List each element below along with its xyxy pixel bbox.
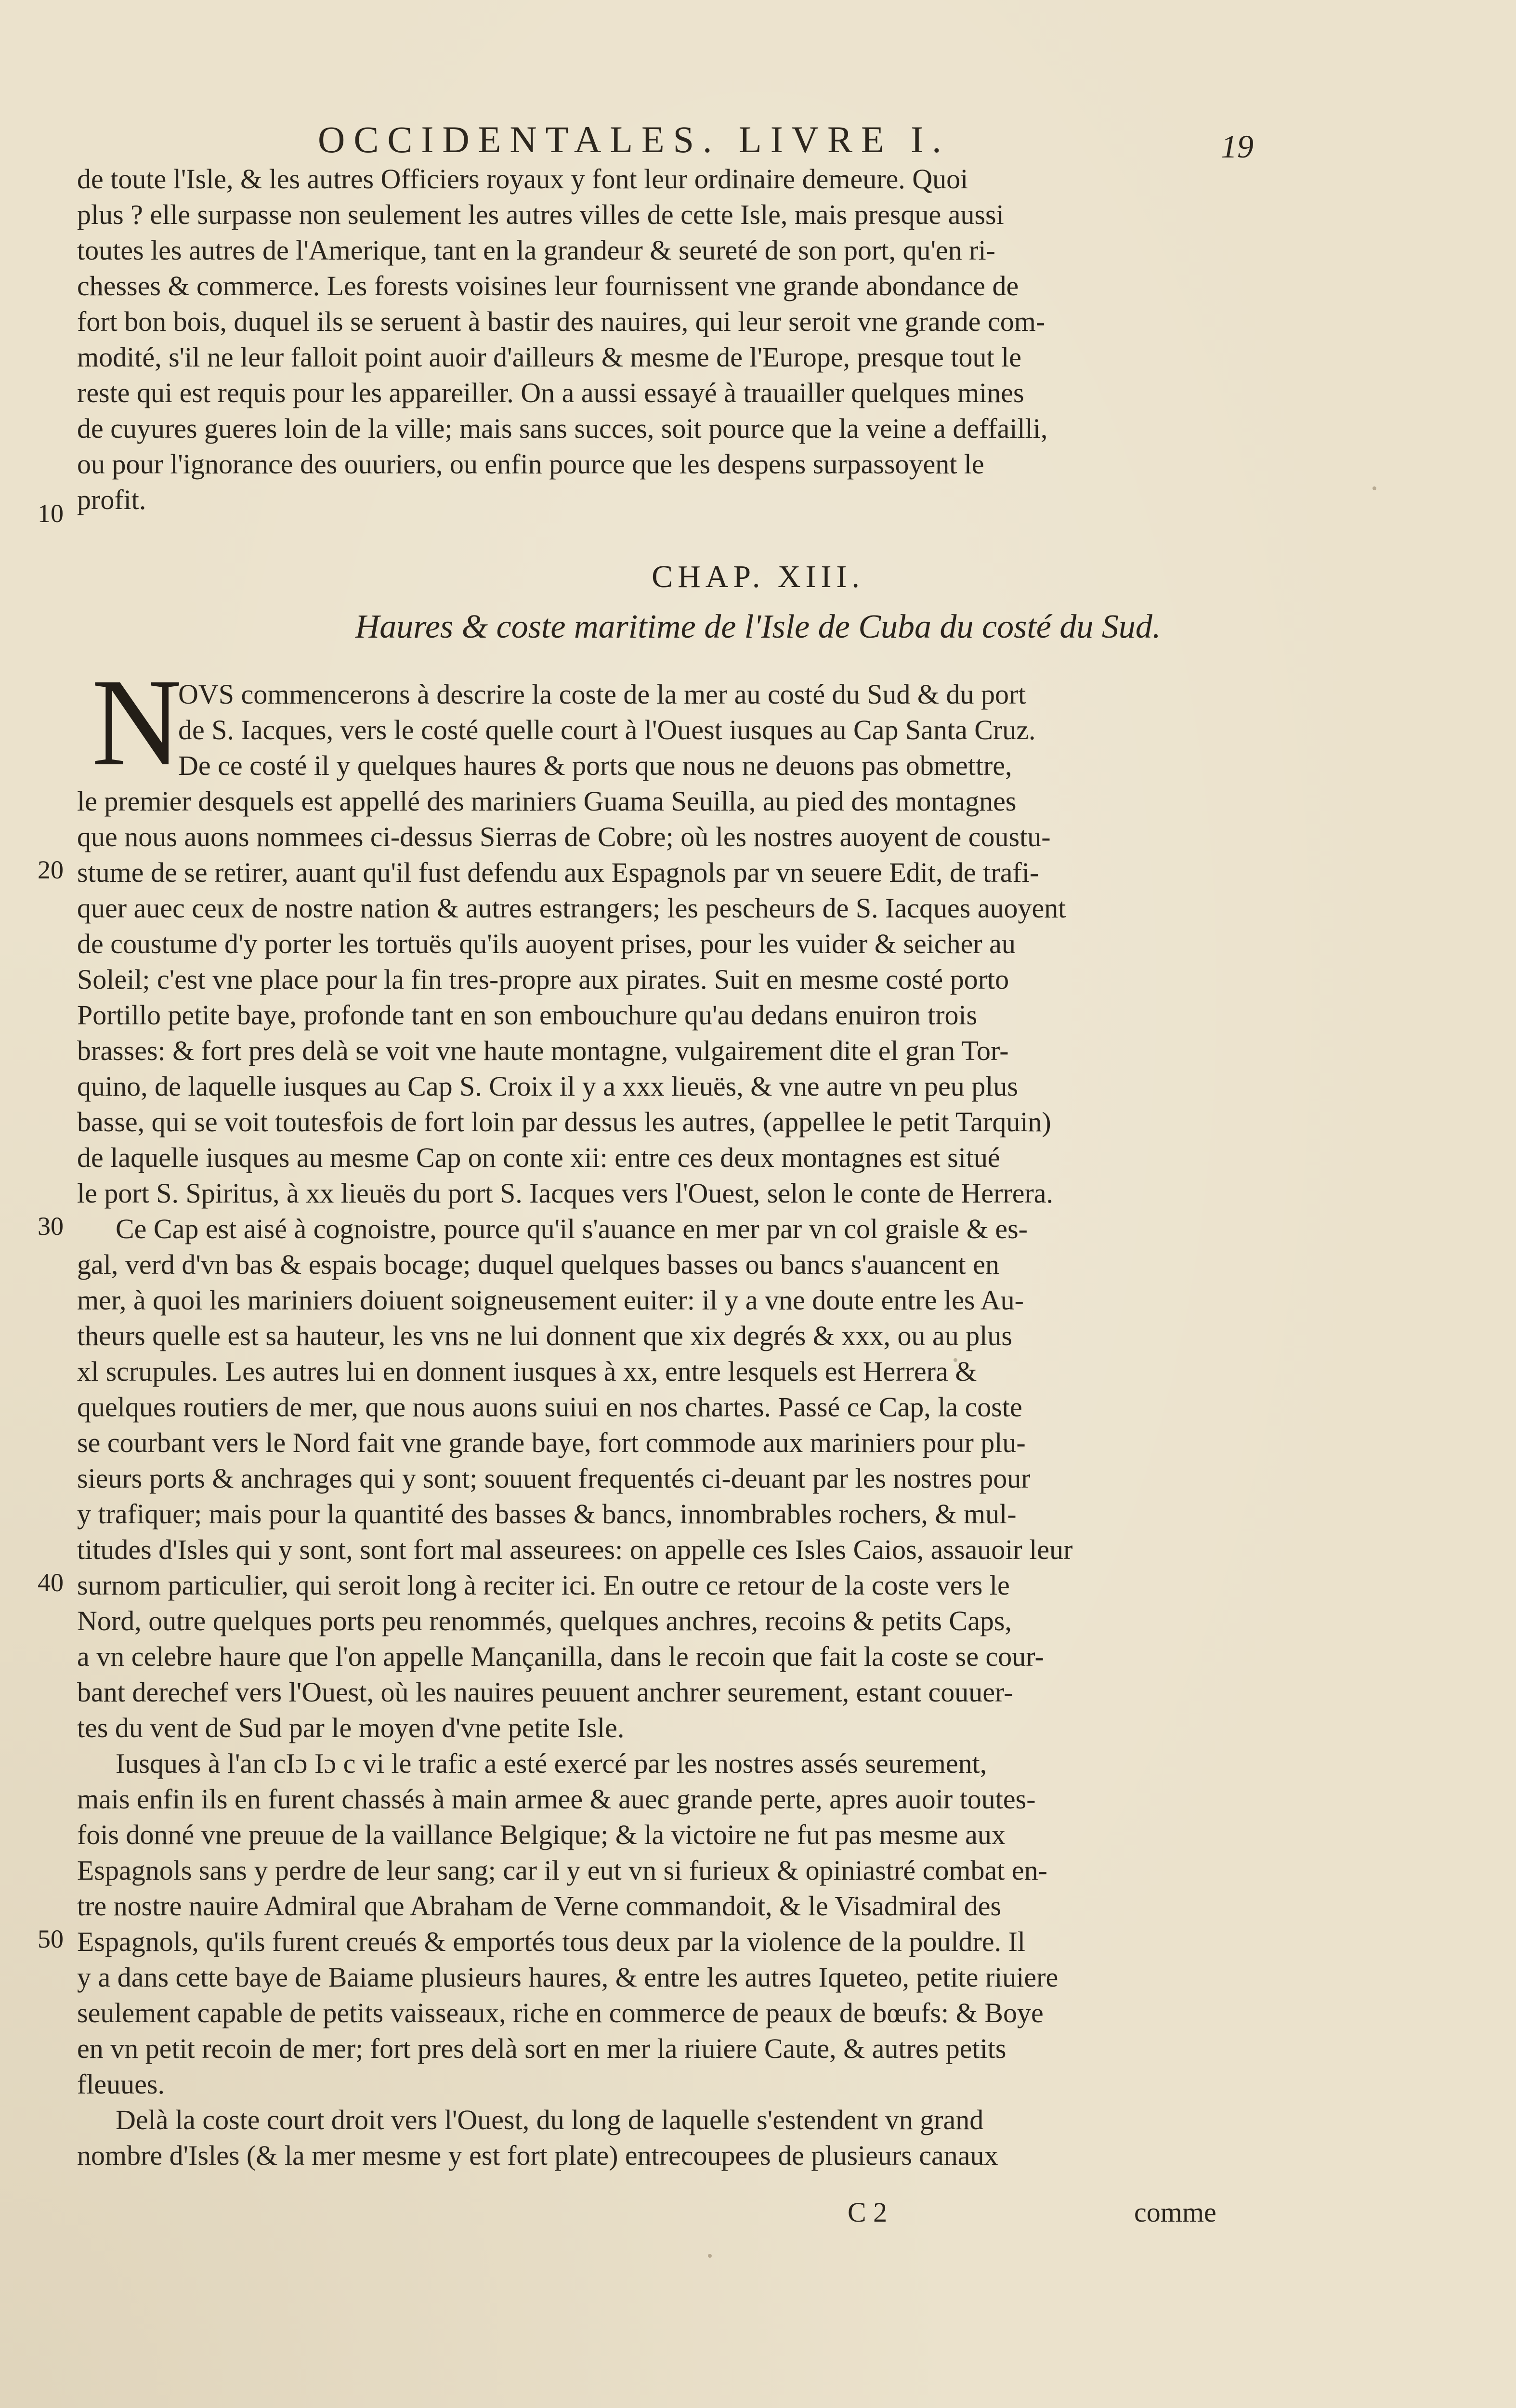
paper-speck	[347, 1122, 351, 1126]
line-number: 30	[38, 1212, 64, 1241]
text-line: reste qui est requis pour les appareiller. On a aussi essayé à trauailler quelques mines	[77, 377, 1024, 408]
line-number: 50	[38, 1924, 64, 1953]
text-line: de cuyures gueres loin de la ville; mais sans succes, soit pource que la veine a deffailli,	[77, 413, 1048, 444]
line-number: 10	[38, 499, 64, 528]
text-line: xl scrupules. Les autres lui en donnent iusques à xx, entre lesquels est Herrera &	[77, 1356, 977, 1387]
text-line: fort bon bois, duquel ils se seruent à bastir des nauires, qui leur seroit vne grande com-	[77, 306, 1046, 337]
text-line: fois donné vne preuue de la vaillance Belgique; & la victoire ne fut pas mesme aux	[77, 1819, 1006, 1850]
text-line: modité, s'il ne leur falloit point auoir d'ailleurs & mesme de l'Europe, presque tout le	[77, 341, 1021, 373]
text-line: en vn petit recoin de mer; fort pres delà sort en mer la riuiere Caute, & autres petits	[77, 2033, 1006, 2064]
catchword: comme	[1134, 2197, 1216, 2228]
text-line: De ce costé il y quelques haures & ports que nous ne deuons pas obmettre,	[178, 750, 1012, 781]
text-line: sieurs ports & anchrages qui y sont; souuent frequentés ci-deuant par les nostres pour	[77, 1463, 1031, 1494]
text-line: stume de se retirer, auant qu'il fust defendu aux Espagnols par vn seuere Edit, de trafi-	[77, 857, 1039, 888]
line-number: 20	[38, 855, 64, 884]
text-line: plus ? elle surpasse non seulement les autres villes de cette Isle, mais presque aussi	[77, 199, 1004, 230]
text-line: mais enfin ils en furent chassés à main armee & auec grande perte, apres auoir toutes-	[77, 1783, 1036, 1815]
text-line: de S. Iacques, vers le costé quelle court à l'Ouest iusques au Cap Santa Cruz.	[178, 714, 1036, 746]
text-line: theurs quelle est sa hauteur, les vns ne lui donnent que xix degrés & xxx, ou au plus	[77, 1320, 1012, 1351]
text-line: profit.	[77, 484, 146, 515]
text-line: Portillo petite baye, profonde tant en son embouchure qu'au dedans enuiron trois	[77, 999, 978, 1031]
text-line: seulement capable de petits vaisseaux, riche en commerce de peaux de bœufs: & Boye	[77, 1997, 1044, 2028]
text-line: tre nostre nauire Admiral que Abraham de Verne commandoit, & le Visadmiral des	[77, 1890, 1002, 1922]
text-line: Soleil; c'est vne place pour la fin tres-propre aux pirates. Suit en mesme costé porto	[77, 964, 1009, 995]
chapter-body	[77, 677, 1242, 2173]
text-line: mer, à quoi les mariniers doiuent soigneusement euiter: il y a vne doute entre les Au-	[77, 1284, 1024, 1316]
text-line: de laquelle iusques au mesme Cap on conte xii: entre ces deux montagnes est situé	[77, 1142, 1000, 1173]
text-line: gal, verd d'vn bas & espais bocage; duquel quelques basses ou bancs s'auancent en	[77, 1249, 1000, 1280]
text-line: Delà la coste court droit vers l'Ouest, du long de laquelle s'estendent vn grand	[116, 2104, 984, 2135]
text-line: nombre d'Isles (& la mer mesme y est fort plate) entrecoupees de plusieurs canaux	[77, 2140, 998, 2171]
text-line: quino, de laquelle iusques au Cap S. Croix il y a xxx lieuës, & vne autre vn peu plus	[77, 1071, 1018, 1102]
text-line: toutes les autres de l'Amerique, tant en la grandeur & seureté de son port, qu'en ri-	[77, 235, 995, 266]
text-line: tes du vent de Sud par le moyen d'vne petite Isle.	[77, 1712, 625, 1743]
intro-paragraph	[77, 161, 1242, 518]
text-line: quer auec ceux de nostre nation & autres estrangers; les pescheurs de S. Iacques auoyent	[77, 892, 1066, 924]
text-line: titudes d'Isles qui y sont, sont fort mal asseurees: on appelle ces Isles Caios, assauoir leur	[77, 1534, 1073, 1565]
line-number: 40	[38, 1568, 64, 1597]
text-line: de coustume d'y porter les tortuës qu'ils auoyent prises, pour les vuider & seicher au	[77, 928, 1016, 959]
text-line: se courbant vers le Nord fait vne grande baye, fort commode aux mariniers pour plu-	[77, 1427, 1026, 1458]
paper-speck	[708, 2254, 712, 2258]
signature-mark: C 2	[848, 2197, 888, 2228]
drop-cap: N	[91, 653, 182, 792]
text-line: Nord, outre quelques ports peu renommés, quelques anchres, recoins & petits Caps,	[77, 1605, 1012, 1636]
running-title: OCCIDENTALES. LIVRE I.	[318, 118, 950, 160]
text-line: quelques routiers de mer, que nous auons suiui en nos chartes. Passé ce Cap, la coste	[77, 1391, 1022, 1423]
text-line: Iusques à l'an cIɔ Iɔ c vi le trafic a esté exercé par les nostres assés seurement,	[116, 1748, 987, 1779]
text-line: y trafiquer; mais pour la quantité des basses & bancs, innombrables rochers, & mul-	[77, 1498, 1017, 1530]
text-line: surnom particulier, qui seroit long à reciter ici. En outre ce retour de la coste vers le	[77, 1570, 1010, 1601]
text-line: de toute l'Isle, & les autres Officiers royaux y font leur ordinaire demeure. Quoi	[77, 163, 968, 195]
text-line: ou pour l'ignorance des ouuriers, ou enfin pource que les despens surpassoyent le	[77, 448, 984, 480]
text-line: basse, qui se voit toutesfois de fort loin par dessus les autres, (appellee le petit Tarquin)	[77, 1106, 1051, 1138]
text-line: a vn celebre haure que l'on appelle Mançanilla, dans le recoin que fait la coste se cour-	[77, 1641, 1044, 1672]
text-line: bant derechef vers l'Ouest, où les nauires peuuent anchrer seurement, estant couuer-	[77, 1676, 1013, 1708]
chapter-heading: CHAP. XIII.	[652, 559, 864, 594]
text-line: chesses & commerce. Les forests voisines leur fournissent vne grande abondance de	[77, 270, 1019, 301]
text-line: le port S. Spiritus, à xx lieuës du port S. Iacques vers l'Ouest, selon le conte de Herrera.	[77, 1178, 1054, 1209]
page-number: 19	[1221, 128, 1254, 165]
text-line: y a dans cette baye de Baiame plusieurs haures, & entre les autres Iqueteo, petite riuiere	[77, 1962, 1059, 1993]
text-line: que nous auons nommees ci-dessus Sierras de Cobre; où les nostres auoyent de coustu-	[77, 821, 1051, 852]
paper-speck	[954, 1358, 957, 1362]
text-line: Espagnols sans y perdre de leur sang; car il y eut vn si furieux & opiniastré combat en-	[77, 1855, 1047, 1886]
text-line: brasses: & fort pres delà se voit vne haute montagne, vulgairement dite el gran Tor-	[77, 1035, 1009, 1066]
text-line: fleuues.	[77, 2068, 165, 2100]
chapter-subtitle: Haures & coste maritime de l'Isle de Cuba du costé du Sud.	[355, 608, 1161, 645]
text-line: Espagnols, qu'ils furent creués & emportés tous deux par la violence de la pouldre. Il	[77, 1926, 1025, 1957]
text-line: Ce Cap est aisé à cognoistre, pource qu'il s'auance en mer par vn col graisle & es-	[116, 1213, 1028, 1244]
text-line: OVS commencerons à descrire la coste de la mer au costé du Sud & du port	[178, 679, 1026, 710]
paper-speck	[1372, 486, 1376, 490]
text-line: le premier desquels est appellé des mariniers Guama Seuilla, au pied des montagnes	[77, 785, 1017, 817]
